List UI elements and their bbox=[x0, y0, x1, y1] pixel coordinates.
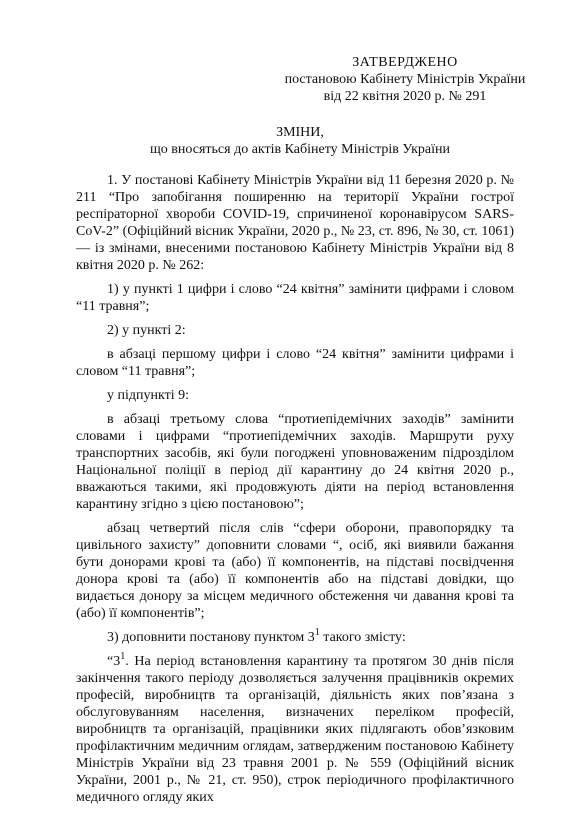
document-title: ЗМІНИ, bbox=[276, 125, 324, 140]
document-heading bbox=[60, 124, 540, 158]
paragraph-7: абзац четвертий після слів “сфери оборони, правопорядку та цивільного захисту” доповнити словами “, осіб, які виявили бажання бути донорами крові та (або) її компонентів, на підставі посвідчення донора крові та (або) її компонентів або на підставі довідки, що видається донору за місцем медичного обстеження чи давання крові та (або) її компонентів”; bbox=[76, 521, 514, 621]
paragraph-5: у підпункті 9: bbox=[107, 388, 190, 403]
document-body bbox=[76, 172, 514, 813]
paragraph-6: в абзаці третьому слова “протиепідемічних заходів” замінити словами і цифрами “протиепідемічних заходів. Маршрути руху транспортних засобів, які були погоджені уповноваженим підрозділом Національної поліції в період дії карантину до 24 квітня 2020 р., вважаються такими, які продовжують діяти на період встановлення карантину згідно з цією постановою”; bbox=[76, 412, 514, 512]
paragraph-3: 2) у пункті 2: bbox=[107, 323, 186, 338]
superscript-marker: 1 bbox=[120, 651, 126, 662]
paragraph-1: 1. У постанові Кабінету Міністрів України від 11 березня 2020 р. № 211 “Про запобігання поширенню на території України гострої респіраторної хвороби COVID-19, спричиненої коронавірусом SARS-CoV-2” (Офіційний вісник України, 2020 р., № 23, ст. 896, № 30, ст. 1061) — із змінами, внесеними постановою Кабінету Міністрів України від 8 квітня 2020 р. № 262: bbox=[76, 173, 514, 273]
paragraph-8-text: 3) доповнити постанову пунктом 3 bbox=[107, 630, 315, 645]
paragraph-9-text: “3 bbox=[107, 654, 121, 669]
paragraph-4: в абзаці першому цифри і слово “24 квітня” замінити цифрами і словом “11 травня”; bbox=[76, 347, 514, 379]
paragraph-8-tail: такого змісту: bbox=[319, 630, 406, 645]
paragraph-8 bbox=[76, 629, 514, 646]
document-subtitle: що вносяться до актів Кабінету Міністрів України bbox=[150, 142, 450, 157]
paragraph-9-tail: . На період встановлення карантину та протягом 30 днів після закінчення такого періоду дозволяється залучення працівників окремих професій, виробництв та організацій, діяльність яких пов’язана з обслуговуванням населення, визначених переліком професій, виробництв та організацій, працівники яких підлягають обов’язковим профілактичним медичним оглядам, затвердженим постановою Кабінету Міністрів України від 23 травня 2001 р. № 559 (Офіційний вісник України, 2001 р., № 21, ст. 950), строк періодичного профілактичного медичного огляду яких bbox=[76, 654, 514, 805]
paragraph-9 bbox=[76, 653, 514, 806]
approval-stamp bbox=[270, 54, 540, 105]
approval-date: від 22 квітня 2020 р. № 291 bbox=[323, 89, 487, 104]
paragraph-2: 1) у пункті 1 цифри і слово “24 квітня” замінити цифрами і словом “11 травня”; bbox=[76, 282, 514, 314]
superscript-marker: 1 bbox=[314, 627, 320, 638]
approval-heading: ЗАТВЕРДЖЕНО bbox=[352, 55, 458, 70]
approval-authority: постановою Кабінету Міністрів України bbox=[284, 72, 526, 87]
